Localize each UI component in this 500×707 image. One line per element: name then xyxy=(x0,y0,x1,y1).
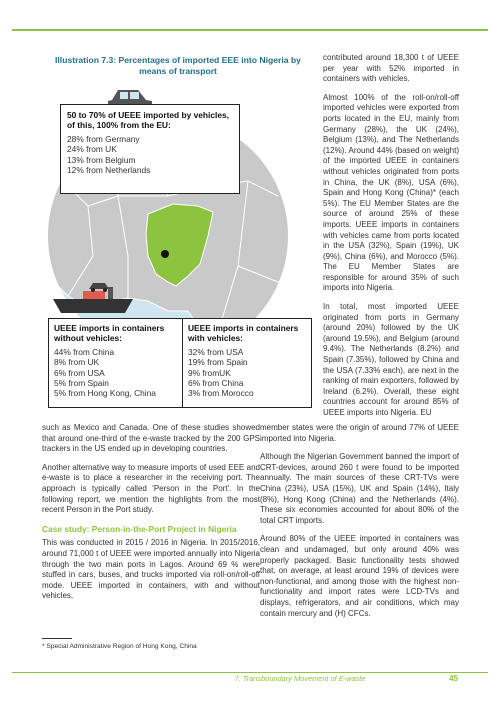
box-containers-with-vehicles xyxy=(182,318,312,408)
mid-paragraph: member states were the origin of around 77% of UEEE imported into Nigeria. xyxy=(260,423,459,443)
box-left-line: 5% from Hong Kong, China xyxy=(54,388,156,399)
location-dot-icon xyxy=(161,250,169,258)
footnote: * Special Administrative Region of Hong Kong, China xyxy=(42,643,197,650)
mid-paragraph: Around 80% of the UEEE imported in containers was clean and undamaged, but only around 40% was properly packaged. Basic functionality tests showed that, on average, at least around 19% of devices were non-functional, and among those with the highest non-functionality and import rates were LCD-TVs and displays, refrigerators, and air conditions, which may contain mercury and (H) CFCs. xyxy=(260,534,459,618)
left-paragraph: such as Mexico and Canada. One of these studies showed that around one-third of the e-waste tracked by the 200 GPS trackers in the US ended up in developing countries. xyxy=(42,423,260,454)
mid-paragraph: Although the Nigerian Government banned the import of CRT-devices, around 260 t were found to be imported annually. The main sources of these CRT-TVs were China (23%), USA (15%), UK and Spain (14%), Italy (8%), Hong Kong (China) and the Netherlands (4%). These six economies accounted for about 80% of the total CRT imports. xyxy=(260,452,459,525)
box-vehicles-line: 13% from Belgium xyxy=(67,154,136,165)
box-right-title: UEEE imports in containers with vehicles: xyxy=(188,323,299,344)
right-paragraph: contributed around 18,300 t of UEEE per year with 52% imported in containers with vehicles. xyxy=(323,53,459,84)
box-vehicles-line: 28% from Germany xyxy=(67,133,140,144)
box-left-title: UEEE imports in containers without vehicles: xyxy=(54,323,165,344)
box-left-line: 44% from China xyxy=(54,346,115,357)
middle-column xyxy=(260,423,459,627)
box-right-line: 6% from China xyxy=(188,378,244,389)
bottom-rule xyxy=(12,672,488,673)
right-paragraph: Almost 100% of the roll-on/roll-off imported vehicles were exported from ports located in the EU, mainly from Germany (28%), the UK (24%), Belgium (13%), and The Netherlands (12%). Around 44% (based on weight) of the imported UEEE in containers without vehicles originated from ports in China, the UK (8%), USA (6%), Spain and Hong Kong (China)* (each 5%). The EU Member States are the source of around 25% of these imports. UEEE imports in containers with vehicles came from ports located in the USA (32%), Spain (19%), UK (9%), China (6%), and Morocco (5%). The EU Member States are responsible for around 35% of such imports into Nigeria. xyxy=(323,92,459,293)
case-study-heading: Case study: Person-in-the-Port Project in Nigeria xyxy=(42,523,237,534)
box-vehicles-line: 12% from Netherlands xyxy=(67,165,151,176)
right-column xyxy=(323,53,459,427)
box-right-line: 3% from Morocco xyxy=(188,388,254,399)
box-left-line: 5% from Spain xyxy=(54,378,109,389)
left-column xyxy=(42,423,260,610)
box-right-line: 32% from USA xyxy=(188,346,244,357)
box-left-line: 6% from USA xyxy=(54,367,105,378)
box-right-line: 9% fromUK xyxy=(188,367,231,378)
page-number: 45 xyxy=(449,674,458,683)
top-rule xyxy=(12,29,488,31)
left-paragraph: This was conducted in 2015 / 2016 in Nigeria. In 2015/2016, around 71,000 t of UEEE were imported annually into Nigeria through the two main ports in Lagos. Around 69 % were stuffed in cars, buses, and trucks imported via roll-on/roll-off mode. UEEE imported in containers, with and without vehicles, xyxy=(42,538,260,601)
right-paragraph: In total, most imported UEEE originated from ports in Germany (around 20%) followed by the UK (around 19.5%), and Belgium (around 9.4%). The Netherlands (8.2%) and Spain (7.35%), followed by China and the USA (7.33% each), are next in the ranking of main exporters, followed by Ireland (6.2%). Overall, these eight countries account for around 85% of UEEE imports into Nigeria. EU xyxy=(323,302,459,417)
footnote-rule xyxy=(42,638,72,639)
box-right-line: 19% from Spain xyxy=(188,357,248,368)
box-vehicles xyxy=(60,104,240,194)
box-vehicles-title: 50 to 70% of UEEE imported by vehicles, of this, 100% from the EU: xyxy=(67,110,229,131)
illustration-title: Illustration 7.3: Percentages of imported EEE into Nigeria by means of transport xyxy=(55,55,301,76)
footer-chapter: 7. Transboundary Movement of E-waste xyxy=(234,674,366,683)
box-left-line: 8% from UK xyxy=(54,357,100,368)
illustration-map xyxy=(48,86,308,416)
left-paragraph: Another alternative way to measure imports of used EEE and e-waste is to place a researcher in the receiving port. The approach is typically called 'Person in the Port'. In the following report, we mention the highlights from the most recent Person in the Port study. xyxy=(42,462,260,515)
box-vehicles-line: 24% from UK xyxy=(67,144,117,155)
box-containers-without-vehicles xyxy=(48,318,184,408)
